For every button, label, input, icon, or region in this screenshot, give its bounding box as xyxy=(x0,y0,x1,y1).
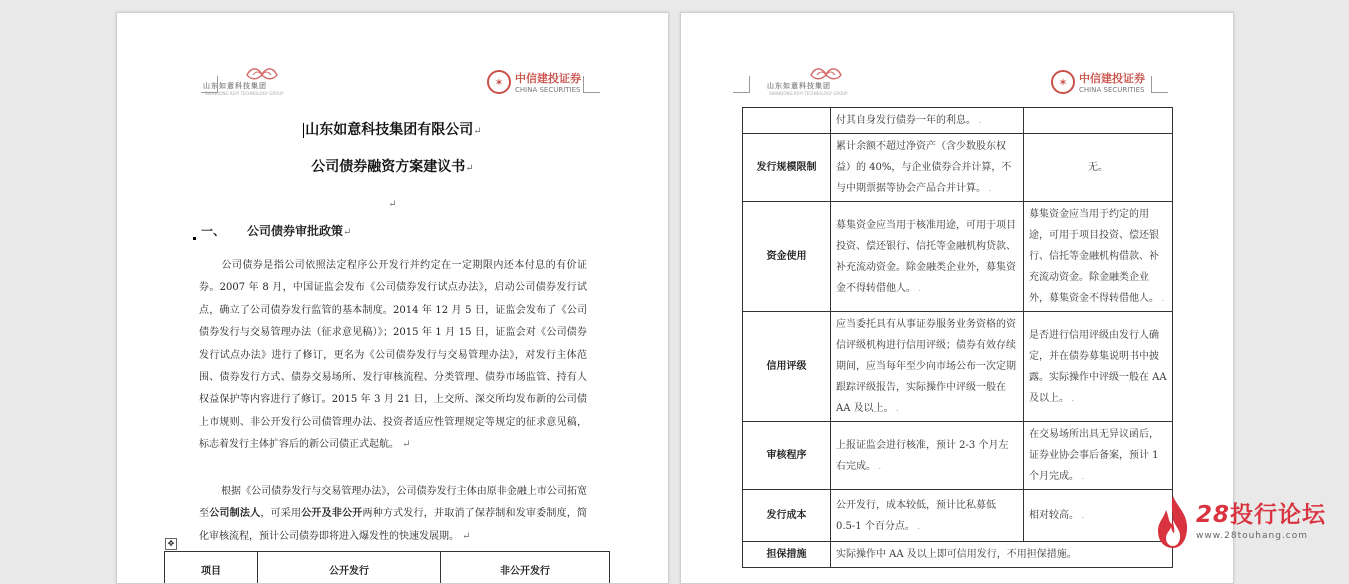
row-label: 发行成本 xyxy=(743,490,831,542)
citic-logo-en: CHINA SECURITIES xyxy=(515,86,581,94)
public-offering-cell: 公开发行，成本较低，预计比私募低 0.5-1 个百分点。 . xyxy=(831,490,1024,542)
public-offering-cell: 应当委托具有从事证券服务业务资格的资信评级机构进行信用评级；债券有效存续期间，应当每年至少向市场公布一次定期跟踪评级报告，实际操作中评级一般在 AA 及以上。 . xyxy=(831,312,1024,422)
ruyi-logo xyxy=(203,67,284,96)
body-paragraph-1[interactable]: 公司债券是指公司依照法定程序公开发行并约定在一定期限内还本付息的有价证券。2007 年 8 月，中国证监会发布《公司债券发行试点办法》，启动公司债券发行试点，确立了公司债券发行监管的基本制度。2014 年 12 月 5 日，证监会发布了《公司债券发行与交易管理办法（征求意见稿）》；2015 年 1 月 15 日，证监会对《公司债券发行试点办法》进行了修订，更名为《公司债券发行与交易管理办法》，对发行主体范围、债券发行方式、债券交易场所、发行审核流程、分类管理、债券市场监管、持有人权益保护等内容进行了修订。2015 年 3 月 21 日，上交所、深交所均发布新的公司债上市规则、非公开发行公司债管理办法、投资者适应性管理规定等规定的征求意见稿，标志着发行主体扩容后的新公司债正式起航。 ↵ xyxy=(199,255,587,457)
private-offering-cell: 在交易场所出具无异议函后，证券业协会事后备案，预计 1 个月完成。 . xyxy=(1024,422,1173,490)
paragraph-text: 两种方式发行，并取消了保荐制和发审委制度，简化审核流程，预计公司债券即将进入爆发性的快速发展期。 xyxy=(199,508,587,541)
ruyi-logo-cn: 山东如意科技集团 xyxy=(203,81,284,91)
table-row xyxy=(743,542,1173,568)
row-label: 资金使用 xyxy=(743,202,831,312)
ruyi-logo-icon xyxy=(245,67,279,81)
document-page-right xyxy=(680,12,1234,584)
public-offering-cell: 实际操作中 AA 及以上即可信用发行，不用担保措施。 xyxy=(831,542,1173,568)
row-label: 审核程序 xyxy=(743,422,831,490)
private-offering-cell xyxy=(1024,108,1173,134)
table-header-cell: 非公开发行 xyxy=(441,552,610,584)
private-offering-cell: 相对较高。 . xyxy=(1024,490,1173,542)
watermark-number: 28 xyxy=(1196,502,1230,528)
citic-logo-cn: 中信建投证券 xyxy=(1079,70,1145,86)
row-label: 信用评级 xyxy=(743,312,831,422)
title-line-1: 山东如意科技集团有限公司 xyxy=(305,122,473,138)
paragraph-text: 根据《公司债券发行与交易管理办法》，公司债券发行主体由原非金融上市公司拓宽至 xyxy=(199,486,587,519)
forum-watermark xyxy=(1154,492,1329,552)
paragraph-text: 公司债券是指公司依照法定程序公开发行并约定在一定期限内还本付息的有价证券。2007 年 8 月，中国证监会发布《公司债券发行试点办法》，启动公司债券发行试点，确立了公司债券发行监管的基本制度。2014 年 12 月 5 日，证监会发布了《公司债券发行与交易管理办法（征求意见稿）》；2015 年 1 月 15 日，证监会对《公司债券发行试点办法》进行了修订，更名为《公司债券发行与交易管理办法》，对发行主体范围、债券发行方式、债券交易场所、发行审核流程、分类管理、债券市场监管、持有人权益保护等内容进行了修订。2015 年 3 月 21 日，上交所、深交所均发布新的公司债上市规则、非公开发行公司债管理办法、投资者适应性管理规定等规定的征求意见稿，标志着发行主体扩容后的新公司债正式起航。 xyxy=(199,260,587,450)
document-page-left xyxy=(116,12,669,584)
table-row xyxy=(743,422,1173,490)
citic-logo-icon: ✶ xyxy=(487,70,511,94)
private-offering-cell: 是否进行信用评级由发行人确定，并在债券募集说明书中披露。实际操作中评级一般在 AA 及以上。 . xyxy=(1024,312,1173,422)
flame-icon xyxy=(1154,494,1192,550)
row-label xyxy=(743,108,831,134)
section-title: 公司债券审批政策 xyxy=(247,224,343,238)
crop-mark xyxy=(1151,76,1168,93)
ruyi-logo-cn: 山东如意科技集团 xyxy=(767,81,848,91)
ruyi-logo xyxy=(767,67,848,96)
public-offering-cell: 上报证监会进行核准，预计 2-3 个月左右完成。 . xyxy=(831,422,1024,490)
ruyi-logo-en: SHANDONG RUYI TECHNOLOGY GROUP xyxy=(769,91,848,96)
citic-logo-en: CHINA SECURITIES xyxy=(1079,86,1145,94)
watermark-name: 投行论坛 xyxy=(1230,502,1326,528)
crop-mark xyxy=(583,76,600,93)
crop-mark xyxy=(733,76,750,93)
citic-logo-icon: ✶ xyxy=(1051,70,1075,94)
table-header-cell: 项目 xyxy=(165,552,258,584)
comparison-table xyxy=(742,107,1173,568)
table-row xyxy=(743,108,1173,134)
table-move-handle-icon[interactable]: ✥ xyxy=(165,538,177,550)
document-subtitle[interactable]: 公司债券融资方案建议书↵ xyxy=(117,156,668,176)
private-offering-cell: 无。 xyxy=(1024,134,1173,202)
public-offering-cell: 募集资金应当用于核准用途，可用于项目投资、偿还银行、信托等金融机构贷款、补充流动资金。除金融类企业外，募集资金不得转借他人。 . xyxy=(831,202,1024,312)
public-offering-cell: 累计余额不超过净资产（含少数股东权益）的 40%，与企业债券合并计算，不与中期票据等协会产品合并计算。 . xyxy=(831,134,1024,202)
ruyi-logo-icon xyxy=(809,67,843,81)
section-heading[interactable]: 一、 公司债券审批政策↵ xyxy=(201,222,351,239)
table-row xyxy=(743,490,1173,542)
body-paragraph-2[interactable]: 根据《公司债券发行与交易管理办法》，公司债券发行主体由原非金融上市公司拓宽至公司制法人，可采用公开及非公开两种方式发行，并取消了保荐制和发审委制度，简化审核流程，预计公司债券即将进入爆发性的快速发展期。 ↵ xyxy=(199,481,587,548)
citic-logo xyxy=(1051,70,1145,94)
bold-text: 公司制法人 xyxy=(209,508,260,519)
watermark-url: www.28touhang.com xyxy=(1196,531,1326,541)
document-title[interactable]: 山东如意科技集团有限公司↵ xyxy=(117,119,668,139)
public-offering-cell: 付其自身发行债券一年的利息。 . xyxy=(831,108,1024,134)
paragraph-text: ，可采用 xyxy=(260,508,301,519)
citic-logo-cn: 中信建投证券 xyxy=(515,70,581,86)
table-row xyxy=(743,312,1173,422)
private-offering-cell: 募集资金应当用于约定的用途，可用于项目投资、偿还银行、信托等金融机构借款、补充流动资金。除金融类企业外，募集资金不得转借他人。 . xyxy=(1024,202,1173,312)
table-row xyxy=(743,134,1173,202)
table-header-cell: 公开发行 xyxy=(258,552,441,584)
ruyi-logo-en: SHANDONG RUYI TECHNOLOGY GROUP xyxy=(205,91,284,96)
row-label: 担保措施 xyxy=(743,542,831,568)
empty-paragraph: ↵ xyxy=(117,195,668,211)
list-bullet xyxy=(193,237,196,240)
section-number: 一、 xyxy=(201,224,225,238)
bold-text: 公开及非公开 xyxy=(301,508,362,519)
row-label: 发行规模限制 xyxy=(743,134,831,202)
citic-logo xyxy=(487,70,581,94)
table-row xyxy=(743,202,1173,312)
comparison-table-header xyxy=(164,551,610,584)
title-line-2: 公司债券融资方案建议书 xyxy=(311,159,465,175)
